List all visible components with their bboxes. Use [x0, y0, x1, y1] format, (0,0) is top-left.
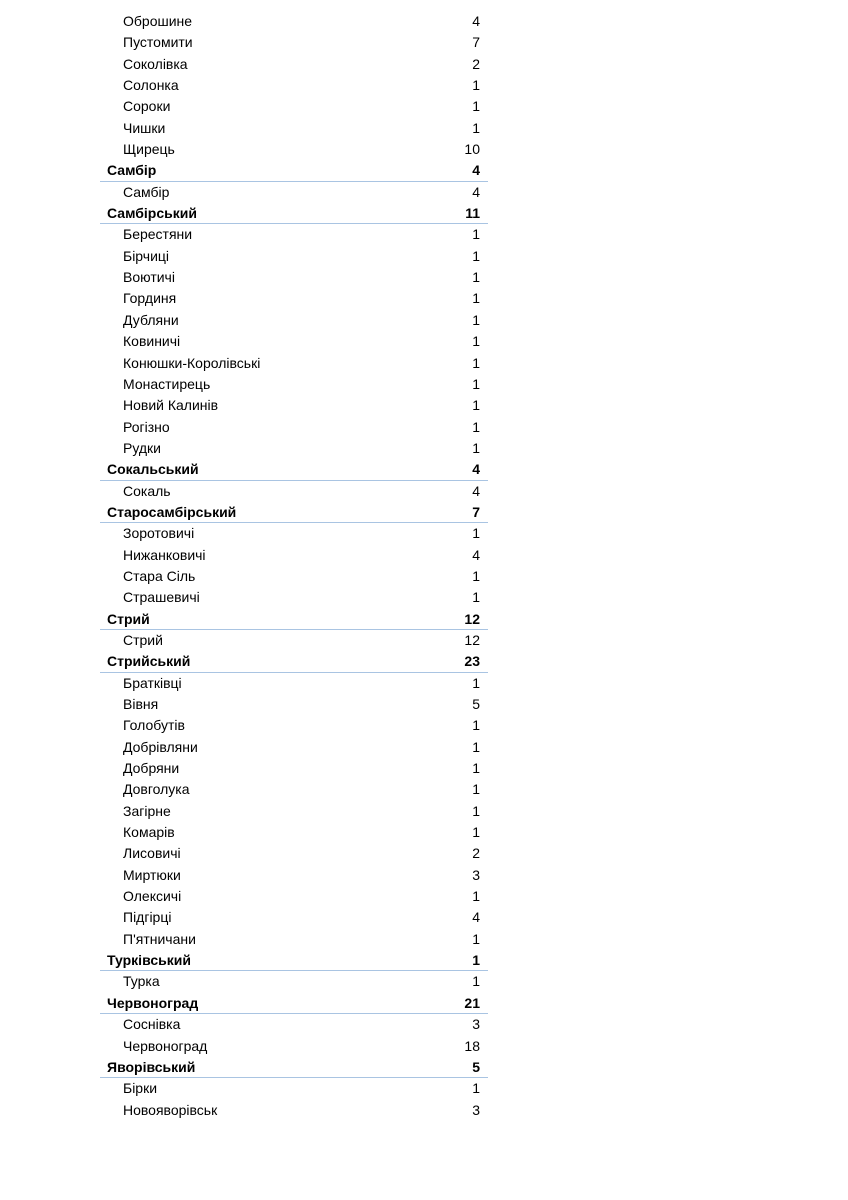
- settlement-name: Страшевичі: [123, 589, 200, 606]
- settlement-row: [100, 587, 488, 608]
- settlement-row: [100, 1078, 488, 1099]
- settlement-count: 1: [472, 375, 480, 392]
- settlement-row: [100, 907, 488, 928]
- settlement-count: 1: [472, 760, 480, 777]
- settlement-count: 1: [472, 439, 480, 456]
- settlement-count: 4: [472, 183, 480, 200]
- settlement-row: [100, 929, 488, 950]
- settlement-row: [100, 417, 488, 438]
- settlement-name: Ковиничі: [123, 333, 181, 350]
- settlement-row: [100, 715, 488, 736]
- district-name: Стрийський: [107, 653, 191, 670]
- settlement-count: 4: [472, 13, 480, 29]
- settlement-row: [100, 843, 488, 864]
- settlement-row: [100, 779, 488, 800]
- settlement-name: Турка: [123, 973, 160, 990]
- settlement-row: [100, 331, 488, 352]
- settlement-row: [100, 694, 488, 715]
- settlement-row: [100, 182, 488, 203]
- settlement-name: Воютичі: [123, 269, 175, 286]
- settlement-row: [100, 32, 488, 53]
- settlement-row: [100, 96, 488, 117]
- settlement-row: [100, 865, 488, 886]
- settlement-name: Оброшине: [123, 13, 193, 29]
- settlement-name: Братківці: [123, 674, 182, 691]
- settlement-row: [100, 267, 488, 288]
- settlement-name: Соколівка: [123, 55, 188, 72]
- settlement-count: 1: [472, 525, 480, 542]
- settlement-name: Новояворівськ: [123, 1101, 218, 1118]
- settlement-count: 1: [472, 397, 480, 414]
- settlement-name: Солонка: [123, 77, 179, 94]
- district-row: [100, 203, 488, 224]
- settlement-name: Щирець: [123, 141, 175, 158]
- settlement-name: Пустомити: [123, 34, 193, 51]
- district-count: 4: [472, 162, 480, 179]
- settlement-count: 1: [472, 589, 480, 606]
- settlement-count: 3: [472, 1101, 480, 1118]
- settlement-name: Лисовичі: [123, 845, 181, 862]
- district-count: 21: [464, 994, 480, 1011]
- settlement-name: Зоротовичі: [123, 525, 195, 542]
- settlement-name: Дубляни: [123, 311, 179, 328]
- settlement-row: [100, 246, 488, 267]
- settlement-name: Монастирець: [123, 375, 211, 392]
- settlement-name: Новий Калинів: [123, 397, 219, 414]
- settlement-name: Нижанковичі: [123, 546, 206, 563]
- settlement-count: 10: [464, 141, 480, 158]
- settlement-name: Берестяни: [123, 226, 193, 243]
- settlement-row: [100, 353, 488, 374]
- district-name: Яворівський: [107, 1058, 196, 1075]
- settlement-name: Рудки: [123, 439, 161, 456]
- settlement-name: Бірки: [123, 1080, 158, 1097]
- settlement-count: 3: [472, 1016, 480, 1033]
- district-count: 1: [472, 952, 480, 969]
- settlement-count: 1: [472, 781, 480, 798]
- settlement-name: Вівня: [123, 696, 159, 712]
- settlement-row: [100, 288, 488, 309]
- settlements-table: [100, 11, 488, 1121]
- settlement-row: [100, 523, 488, 544]
- settlement-count: 1: [472, 802, 480, 819]
- settlement-count: 1: [472, 333, 480, 350]
- district-name: Самбір: [107, 162, 157, 179]
- district-row: [100, 502, 488, 523]
- district-count: 4: [472, 461, 480, 478]
- settlement-row: [100, 758, 488, 779]
- settlement-count: 1: [472, 738, 480, 755]
- district-row: [100, 950, 488, 971]
- settlement-count: 4: [472, 909, 480, 926]
- settlement-row: [100, 224, 488, 245]
- settlement-row: [100, 545, 488, 566]
- settlement-count: 1: [472, 674, 480, 691]
- district-name: Старосамбірський: [107, 503, 237, 520]
- settlement-name: Соснівка: [123, 1016, 181, 1033]
- settlement-count: 2: [472, 55, 480, 72]
- district-count: 5: [472, 1058, 480, 1075]
- settlement-row: [100, 481, 488, 502]
- settlement-row: [100, 374, 488, 395]
- settlement-row: [100, 11, 488, 32]
- settlement-name: Бірчиці: [123, 247, 170, 264]
- settlement-name: Добряни: [123, 760, 180, 777]
- settlement-count: 1: [472, 1080, 480, 1097]
- settlement-row: [100, 822, 488, 843]
- settlement-name: Червоноград: [123, 1037, 208, 1054]
- settlement-row: [100, 1100, 488, 1121]
- settlement-count: 1: [472, 226, 480, 243]
- settlement-count: 1: [472, 888, 480, 905]
- settlement-row: [100, 886, 488, 907]
- settlement-name: Сороки: [123, 98, 171, 115]
- district-name: Червоноград: [107, 994, 199, 1011]
- settlement-name: Сокаль: [123, 482, 171, 499]
- settlement-row: [100, 1014, 488, 1035]
- settlement-row: [100, 139, 488, 160]
- settlement-count: 7: [472, 34, 480, 51]
- settlement-count: 1: [472, 930, 480, 947]
- settlement-row: [100, 395, 488, 416]
- district-count: 11: [465, 205, 480, 222]
- settlement-row: [100, 971, 488, 992]
- settlement-count: 1: [472, 77, 480, 94]
- settlement-name: Самбір: [123, 183, 170, 200]
- settlement-row: [100, 75, 488, 96]
- settlement-count: 2: [472, 845, 480, 862]
- settlement-count: 1: [472, 247, 480, 264]
- settlement-count: 5: [472, 696, 480, 712]
- settlement-name: Комарів: [123, 824, 175, 841]
- settlement-count: 1: [472, 311, 480, 328]
- settlement-name: П'ятничани: [123, 930, 196, 947]
- district-count: 7: [472, 503, 480, 520]
- settlement-count: 1: [472, 290, 480, 307]
- district-row: [100, 651, 488, 672]
- settlement-row: [100, 566, 488, 587]
- settlement-row: [100, 310, 488, 331]
- settlement-row: [100, 1036, 488, 1057]
- district-name: Турківський: [107, 952, 191, 969]
- settlement-name: Голобутів: [123, 717, 185, 734]
- settlement-count: 1: [472, 269, 480, 286]
- settlement-name: Добрівляни: [123, 738, 198, 755]
- settlement-count: 3: [472, 866, 480, 883]
- district-row: [100, 160, 488, 181]
- settlement-row: [100, 673, 488, 694]
- settlement-name: Стрий: [123, 631, 163, 648]
- district-name: Стрий: [107, 610, 150, 627]
- district-row: [100, 1057, 488, 1078]
- settlement-count: 1: [472, 418, 480, 435]
- district-row: [100, 993, 488, 1014]
- settlement-name: Миртюки: [123, 866, 181, 883]
- settlement-row: [100, 438, 488, 459]
- settlement-count: 1: [472, 119, 480, 136]
- district-count: 23: [464, 653, 480, 670]
- settlement-count: 4: [472, 546, 480, 563]
- district-row: [100, 459, 488, 480]
- settlement-count: 1: [472, 567, 480, 584]
- settlement-name: Чишки: [123, 119, 166, 136]
- settlement-count: 4: [472, 482, 480, 499]
- settlement-name: Гординя: [123, 290, 177, 307]
- settlement-count: 1: [472, 98, 480, 115]
- settlement-count: 1: [472, 717, 480, 734]
- settlement-count: 1: [472, 973, 480, 990]
- settlement-count: 1: [472, 354, 480, 371]
- district-count: 12: [464, 610, 480, 627]
- settlement-count: 12: [464, 631, 480, 648]
- settlement-name: Олексичі: [123, 888, 182, 905]
- settlement-name: Довголука: [123, 781, 190, 798]
- settlement-name: Рогізно: [123, 418, 170, 435]
- settlement-name: Конюшки-Королівські: [123, 354, 261, 371]
- settlement-count: 18: [464, 1037, 480, 1054]
- settlement-row: [100, 54, 488, 75]
- settlement-name: Стара Сіль: [123, 567, 196, 584]
- settlement-name: Підгірці: [123, 909, 172, 926]
- district-name: Сокальський: [107, 461, 199, 478]
- settlement-row: [100, 801, 488, 822]
- settlement-row: [100, 737, 488, 758]
- settlement-row: [100, 118, 488, 139]
- district-row: [100, 609, 488, 630]
- settlement-row: [100, 630, 488, 651]
- settlement-name: Загірне: [123, 802, 171, 819]
- district-name: Самбірський: [107, 205, 197, 222]
- settlement-count: 1: [472, 824, 480, 841]
